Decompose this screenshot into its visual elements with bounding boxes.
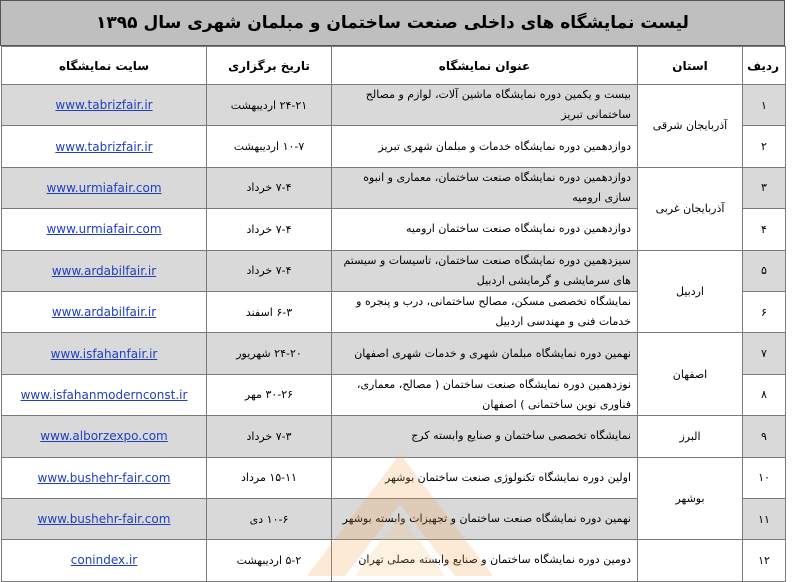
exhibition-date: ۱۵-۱۱ مرداد xyxy=(207,457,332,498)
site-link[interactable]: www.ardabilfair.ir xyxy=(51,263,157,278)
exhibition-date: ۲۴-۲۱ اردیبهشت xyxy=(207,85,332,126)
site-link[interactable]: www.alborzexpo.com xyxy=(40,429,168,444)
site-link[interactable]: www.isfahanmodernconst.ir xyxy=(20,387,188,402)
exhibition-title: دوازدهمین دوره نمایشگاه صنعت ساختمان ارومیه xyxy=(332,209,638,250)
header-row xyxy=(2,47,786,85)
exhibition-title: دوازدهمین دوره نمایشگاه خدمات و مبلمان شهری تبریز xyxy=(332,126,638,167)
row-number: ۶ xyxy=(743,291,786,332)
header-row-number: ردیف xyxy=(743,47,786,85)
page-title: لیست نمایشگاه های داخلی صنعت ساختمان و مبلمان شهری سال ۱۳۹۵ xyxy=(0,0,785,46)
row-number: ۸ xyxy=(743,374,786,415)
exhibition-date: ۷-۳ خرداد xyxy=(207,416,332,457)
row-number: ۲ xyxy=(743,126,786,167)
site-link[interactable]: www.tabrizfair.ir xyxy=(55,139,153,154)
site-cell xyxy=(2,498,207,539)
exhibition-date: ۱۰-۷ اردیبهشت xyxy=(207,126,332,167)
table-row xyxy=(2,167,786,208)
exhibition-date: ۲۴-۲۰ شهریور xyxy=(207,333,332,374)
site-link[interactable]: www.ardabilfair.ir xyxy=(51,305,157,320)
exhibition-date: ۷-۴ خرداد xyxy=(207,209,332,250)
exhibition-date: ۱۰-۶ دی xyxy=(207,498,332,539)
header-date: تاریخ برگزاری xyxy=(207,47,332,85)
site-cell xyxy=(2,374,207,415)
site-link[interactable]: www.bushehr-fair.com xyxy=(37,470,171,485)
site-cell xyxy=(2,333,207,374)
site-link[interactable]: conindex.ir xyxy=(70,553,138,568)
exhibition-date: ۳۰-۲۶ مهر xyxy=(207,374,332,415)
exhibition-title: دوازدهمین دوره نمایشگاه صنعت ساختمان، معماری و انبوه سازی ارومیه xyxy=(332,167,638,208)
site-cell xyxy=(2,126,207,167)
exhibitions-table xyxy=(1,46,786,582)
row-number: ۹ xyxy=(743,416,786,457)
exhibition-title: اولین دوره نمایشگاه تکنولوژی صنعت ساختمان بوشهر xyxy=(332,457,638,498)
header-title: عنوان نمایشگاه xyxy=(332,47,638,85)
site-link[interactable]: www.tabrizfair.ir xyxy=(55,98,153,113)
site-cell xyxy=(2,85,207,126)
site-link[interactable]: www.isfahanfair.ir xyxy=(50,346,158,361)
province-cell: آذربایجان شرقی xyxy=(638,85,743,168)
exhibition-title: سیزدهمین دوره نمایشگاه صنعت ساختمان، تاسیسات و سیستم های سرمایشی و گرمایشی اردبیل xyxy=(332,250,638,291)
site-cell xyxy=(2,209,207,250)
row-number: ۳ xyxy=(743,167,786,208)
site-cell xyxy=(2,250,207,291)
province-cell: آذربایجان غربی xyxy=(638,167,743,250)
site-link[interactable]: www.bushehr-fair.com xyxy=(37,512,171,527)
table-row xyxy=(2,457,786,498)
row-number: ۷ xyxy=(743,333,786,374)
exhibition-title: بیست و یکمین دوره نمایشگاه ماشین آلات، لوازم و مصالح ساختمانی تبریز xyxy=(332,85,638,126)
exhibition-title: نمایشگاه تخصصی مسکن، مصالح ساختمانی، درب و پنجره و خدمات فنی و مهندسی اردبیل xyxy=(332,291,638,332)
province-cell: بوشهر xyxy=(638,457,743,540)
exhibition-title: دومین دوره نمایشگاه ساختمان و صنایع وابسته مصلی تهران xyxy=(332,540,638,581)
site-link[interactable]: www.urmiafair.com xyxy=(46,222,162,237)
table-row xyxy=(2,540,786,581)
row-number: ۱ xyxy=(743,85,786,126)
province-cell xyxy=(638,540,743,581)
site-cell xyxy=(2,167,207,208)
table-row xyxy=(2,85,786,126)
province-cell: البرز xyxy=(638,416,743,457)
site-cell xyxy=(2,291,207,332)
row-number: ۱۰ xyxy=(743,457,786,498)
exhibition-title: نوزدهمین دوره نمایشگاه صنعت ساختمان ( مصالح، معماری، فناوری نوین ساختمانی ) اصفهان xyxy=(332,374,638,415)
exhibition-date: ۷-۴ خرداد xyxy=(207,250,332,291)
site-cell xyxy=(2,540,207,581)
row-number: ۴ xyxy=(743,209,786,250)
site-cell xyxy=(2,416,207,457)
province-cell: اصفهان xyxy=(638,333,743,416)
site-cell xyxy=(2,457,207,498)
header-province: استان xyxy=(638,47,743,85)
exhibition-title: نمایشگاه تخصصی ساختمان و صنایع وابسته کرج xyxy=(332,416,638,457)
table-row xyxy=(2,333,786,374)
exhibition-date: ۷-۴ خرداد xyxy=(207,167,332,208)
exhibition-date: ۵-۲ اردیبهشت xyxy=(207,540,332,581)
table-row xyxy=(2,250,786,291)
row-number: ۵ xyxy=(743,250,786,291)
exhibition-title: نهمین دوره نمایشگاه مبلمان شهری و خدمات شهری اصفهان xyxy=(332,333,638,374)
row-number: ۱۲ xyxy=(743,540,786,581)
site-link[interactable]: www.urmiafair.com xyxy=(46,180,162,195)
exhibition-title: نهمین دوره نمایشگاه صنعت ساختمان و تجهیزات وابسته بوشهر xyxy=(332,498,638,539)
province-cell: اردبیل xyxy=(638,250,743,333)
exhibition-date: ۶-۳ اسفند xyxy=(207,291,332,332)
row-number: ۱۱ xyxy=(743,498,786,539)
header-site: سایت نمایشگاه xyxy=(2,47,207,85)
table-row xyxy=(2,416,786,457)
